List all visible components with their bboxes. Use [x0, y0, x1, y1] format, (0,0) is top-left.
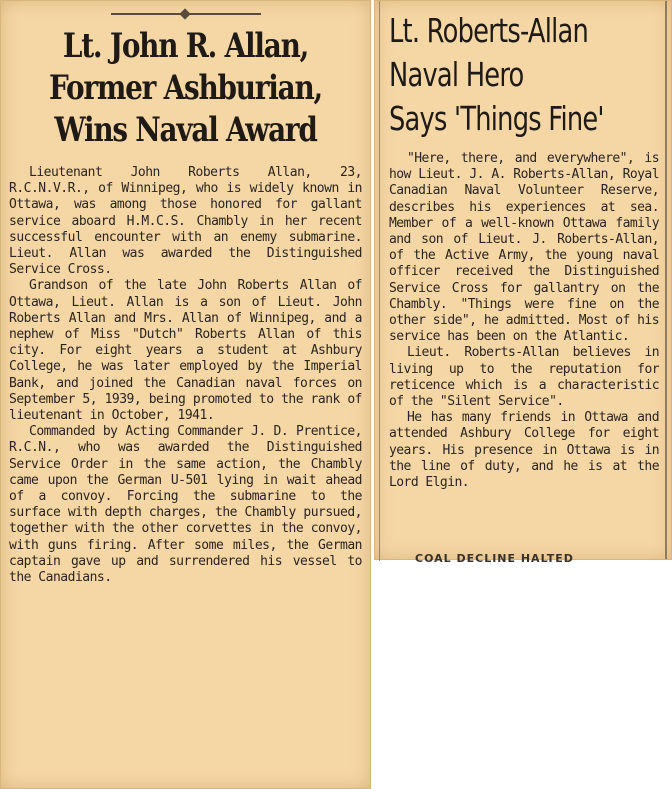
left-paragraph: Grandson of the late John Roberts Allan of Ottawa, Lieut. Allan is a son of Lieut. John Roberts Allan and Mrs. Allan of Winnipeg, and a nephew of Miss "Dutch" Roberts Allan of this city. For eight years a student at Ashbury College, he was later employed by the Imperial Bank, and joined the Canadian naval forces on September 5, 1939, being promoted to the rank of lieutenant in October, 1941. — [9, 278, 362, 424]
right-headline — [389, 9, 631, 141]
right-headline-line: Naval Hero — [389, 55, 524, 94]
left-headline-line: Wins Naval Award — [54, 110, 317, 150]
right-headline-line: Lt. Roberts-Allan — [389, 11, 588, 50]
right-paragraph: He has many friends in Ottawa and attended Ashbury College for eight years. His presence in Ottawa is in the line of duty, and he is at the Lord Elgin. — [389, 410, 659, 491]
left-article-body — [9, 165, 362, 586]
left-paragraph: Commanded by Acting Commander J. D. Prentice, R.C.N., who was awarded the Distinguished Service Order in the same action, the Chambly came upon the German U-501 lying in wait ahead of a convoy. Forcing the submarine to the surface with depth charges, the Chambly pursued, together with the other corvettes in the convoy, with guns firing. After some miles, the German captain gave up and surrendered his vessel to the Canadians. — [9, 424, 362, 586]
right-article-body — [389, 151, 659, 491]
column-rule — [379, 1, 380, 561]
right-paragraph: Lieut. Roberts-Allan believes in living up to the reputation for reticence which is a characteristic of the "Silent Service". — [389, 345, 659, 410]
cutoff-headline: COAL DECLINE HALTED — [415, 552, 574, 565]
left-paragraph: Lieutenant John Roberts Allan, 23, R.C.N.V.R., of Winnipeg, who is widely known in Ottawa, was among those honored for gallant service aboard H.M.C.S. Chambly in her recent successful encounter with an enemy submarine. Lieut. Allan was awarded the Distinguished Service Cross. — [9, 165, 362, 278]
left-headline-line: Lt. John R. Allan, — [62, 26, 309, 66]
left-headline — [16, 25, 355, 151]
column-rule — [665, 1, 667, 559]
right-clipping — [374, 0, 672, 565]
ornament-divider — [111, 13, 261, 15]
right-headline-line: Says 'Things Fine' — [389, 99, 604, 138]
right-paragraph: "Here, there, and everywhere", is how Lieut. J. A. Roberts-Allan, Royal Canadian Naval Volunteer Reserve, describes his experiences at sea. Member of a well-known Ottawa family and son of Lieut. J. Roberts-Allan, of the Active Army, the young naval officer received the Distinguished Service Cross for gallantry on the Chambly. "Things were fine on the other side", he admitted. Most of his service has been on the Atlantic. — [389, 151, 659, 345]
left-headline-line: Former Ashburian, — [49, 68, 322, 108]
